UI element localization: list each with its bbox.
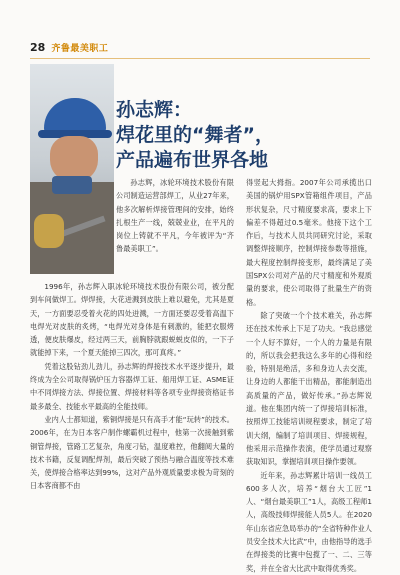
left-column-lower — [30, 280, 234, 493]
title-line-3: 产品遍布世界各地 — [116, 149, 269, 171]
page-header — [30, 40, 108, 54]
welder-photo — [30, 64, 114, 274]
paragraph: 业内人士都知道，紫铜焊接是只有高手才能“玩转”的技术。2006年，在为日本客户制作螺霸机过程中，他第一次接触到紫铜管焊接，管路工艺复杂，角度刁钻，温度难控，他翻阅大量的技术书籍，反复调配焊剂，最后突破了预热与融合温度等技术难关，使焊接合格率达到99%，这对产品外观质量要求极为苛刻的日本客商都不由 — [30, 414, 234, 491]
article-title — [116, 98, 366, 173]
paragraph: 凭着这股钻劲儿劲儿，孙志辉的焊接技术水平逐步提升，最终成为全公司取得锅炉压力容器焊工证、船用焊工证、ASME证中不同焊接方法、焊接位置、焊接材料等各项专业焊接资格证书最多最全、技能水平最高的全能技师。 — [30, 361, 234, 411]
paragraph: 除了突破一个个技术难关，孙志辉还在技术传承上下足了功夫。“我总感觉一个人好不算好，一个人的力量是有限的，所以我会把我这么多年的心得和经验，特别是绝活，多和身边人去交流，让身边的人都能干出精品，都能制造出高质量的产品，做好传承。”孙志辉说道。他在集团内统一了焊接培训标准，按照焊工技能培训规程要求，制定了培训大纲，编制了培训项目、焊接规程，他采用示范操作表演，使学员通过观察获取知识，掌握培训项目操作要领。 — [246, 310, 372, 467]
left-column-upper — [116, 176, 234, 256]
paragraph: 1996年，孙志辉入职冰轮环境技术股份有限公司，被分配到车间做焊工。焊焊接，大花迸溅到皮肤上难以避免，尤其是夏天，一方面要忍受着火花的四处迸溅，一方面还要忍受着高温下电焊光对皮肤的炙烤，“电焊光对身体是有刺激的，能把衣服烤透，便皮肤爆皮，经过两三天，前胸脖就跟蜕蜕皮似的，一下子就能掉下来，一个夏天能掉三四次，那可真疼。” — [30, 282, 234, 358]
page-number: 28 — [30, 40, 46, 54]
helmet-shape — [44, 98, 106, 134]
section-tag: 齐鲁最美职工 — [51, 43, 109, 54]
header-rule — [30, 58, 370, 59]
title-line-1: 孙志辉： — [116, 99, 193, 121]
paragraph: 近年来，孙志辉累计培训一线员工600多人次，培养“烟台大工匠”1人、“烟台最美职工”1人，高级工程师1人，高级技师焊接能人员5人。在2020年山东省应急局举办的“全省特种作业人员安全技术大比武”中，由他指导的选手在焊接类的比赛中包揽了一、二、三等奖，并在全省大比武中取得优秀奖。 — [246, 470, 372, 573]
title-line-2: 焊花里的“舞者”， — [116, 124, 274, 146]
glove-shape — [34, 214, 64, 248]
paragraph: 孙志辉，冰轮环境技术股份有限公司制造运营部焊工，从业27年来，他多次解析焊接管理间的安排，始终扎根生产一线，兢兢业业，在平凡的岗位上铸就不平凡，今年被评为“齐鲁最美职工”。 — [116, 178, 234, 254]
right-column — [246, 176, 372, 575]
collar-shape — [52, 176, 92, 194]
paragraph: 得竖起大拇指。2007年公司承揽出口美国的锅炉用SPX管箱组件项目，产品形状复杂，尺寸精度要求高，要求上下偏差不得超过0.5毫米。他接下这个工作后，与技术人员共同研究讨论，采取调整焊接顺序，控制焊接参数等措施，最大程度控制焊接变形，最终满足了美国SPX公司对产品的尺寸精度和外观质量的要求，使公司取得了批量生产的资格。 — [246, 178, 372, 307]
